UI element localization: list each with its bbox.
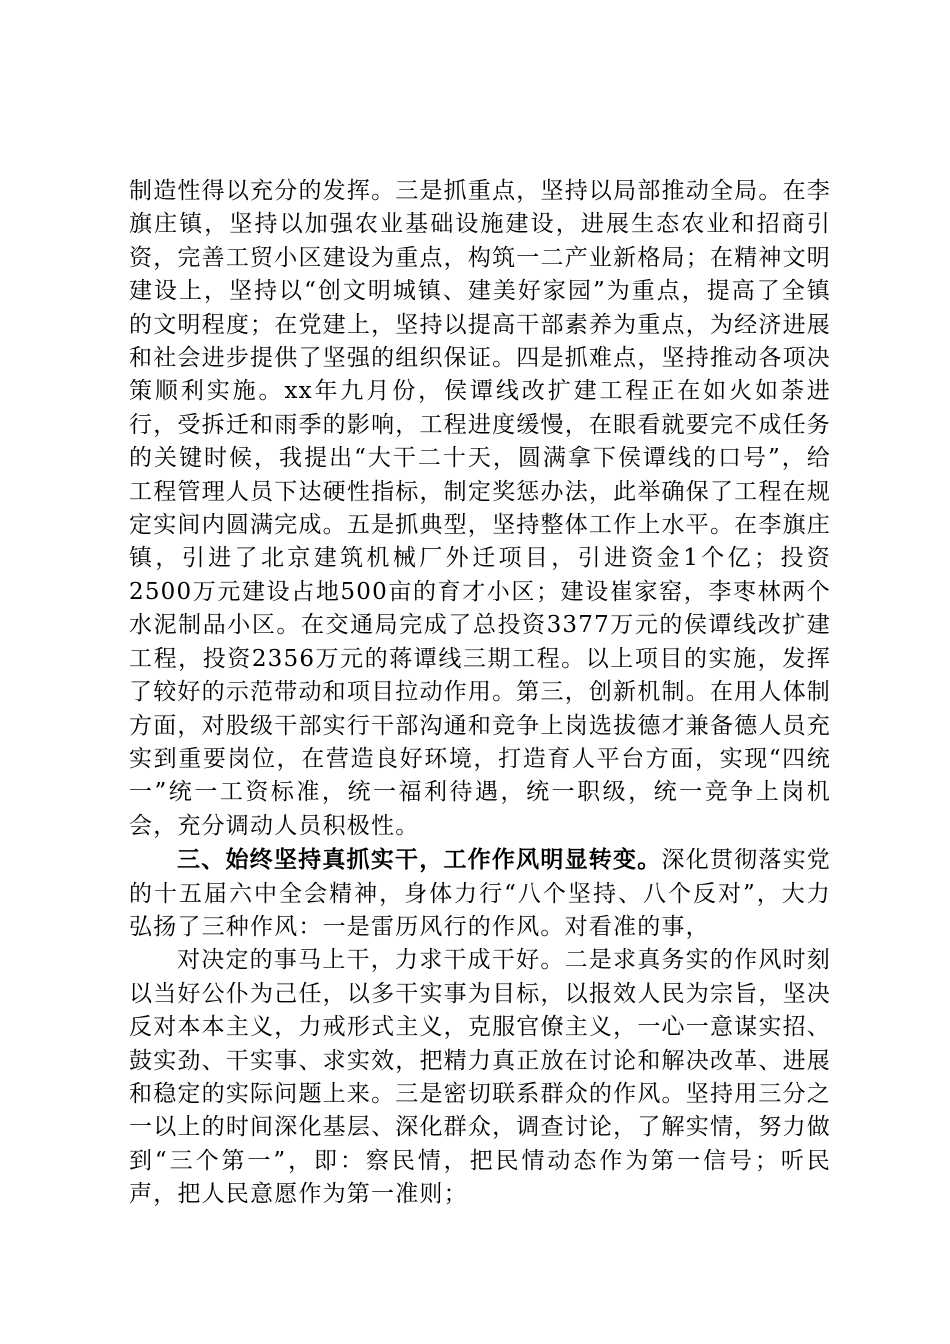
paragraph-3-text: 对决定的事马上干，力求干成干好。二是求真务实的作风时刻以当好公仆为己任，以多干实事为目标，以报效人民为宗旨，坚决反对本本主义，力戒形式主义，克服官僚主义，一心一意谋实招、鼓实劲、干实事、求实效，把精力真正放在讨论和解决改革、进展和稳定的实际问题上来。三是密切联系群众的作风。坚持用三分之一以上的时间深化基层、深化群众，调查讨论，了解实情，努力做到“三个第一”，即：察民情，把民情动态作为第一信号；听民声，把人民意愿作为第一准则；: [129, 947, 831, 1208]
section-heading-3: 三、始终坚持真抓实干，工作作风明显转变。: [177, 846, 662, 874]
document-body: [129, 175, 831, 1212]
paragraph-3: [129, 944, 831, 1211]
paragraph-1: [129, 175, 831, 843]
paragraph-2: [129, 843, 831, 944]
paragraph-2-text: 深化贯彻落实党的十五届六中全会精神，身体力行“八个坚持、八个反对”，大力弘扬了三种作风：一是雷历风行的作风。对看准的事，: [129, 847, 832, 940]
paragraph-1-text: 制造性得以充分的发挥。三是抓重点，坚持以局部推动全局。在李旗庄镇，坚持以加强农业基础设施建设，进展生态农业和招商引资，完善工贸小区建设为重点，构筑一二产业新格局；在精神文明建设上，坚持以“创文明城镇、建美好家园”为重点，提高了全镇的文明程度；在党建上，坚持以提高干部素养为重点，为经济进展和社会进步提供了坚强的组织保证。四是抓难点，坚持推动各项决策顺利实施。xx年九月份，侯谭线改扩建工程正在如火如荼进行，受拆迁和雨季的影响，工程进度缓慢，在眼看就要完不成任务的关键时候，我提出“大干二十天，圆满拿下侯谭线的口号”，给工程管理人员下达硬性指标，制定奖惩办法，此举确保了工程在规定实间内圆满完成。五是抓典型，坚持整体工作上水平。在李旗庄镇，引进了北京建筑机械厂外迁项目，引进资金1个亿；投资2500万元建设占地500亩的育才小区；建设崔家窑，李枣林两个水泥制品小区。在交通局完成了总投资3377万元的侯谭线改扩建工程，投资2356万元的蒋谭线三期工程。以上项目的实施，发挥了较好的示范带动和项目拉动作用。第三，创新机制。在用人体制方面，对股级干部实行干部沟通和竞争上岗选拔德才兼备德人员充实到重要岗位，在营造良好环境，打造育人平台方面，实现“四统一”统一工资标准，统一福利待遇，统一职级，统一竞争上岗机会，充分调动人员积极性。: [129, 178, 831, 839]
